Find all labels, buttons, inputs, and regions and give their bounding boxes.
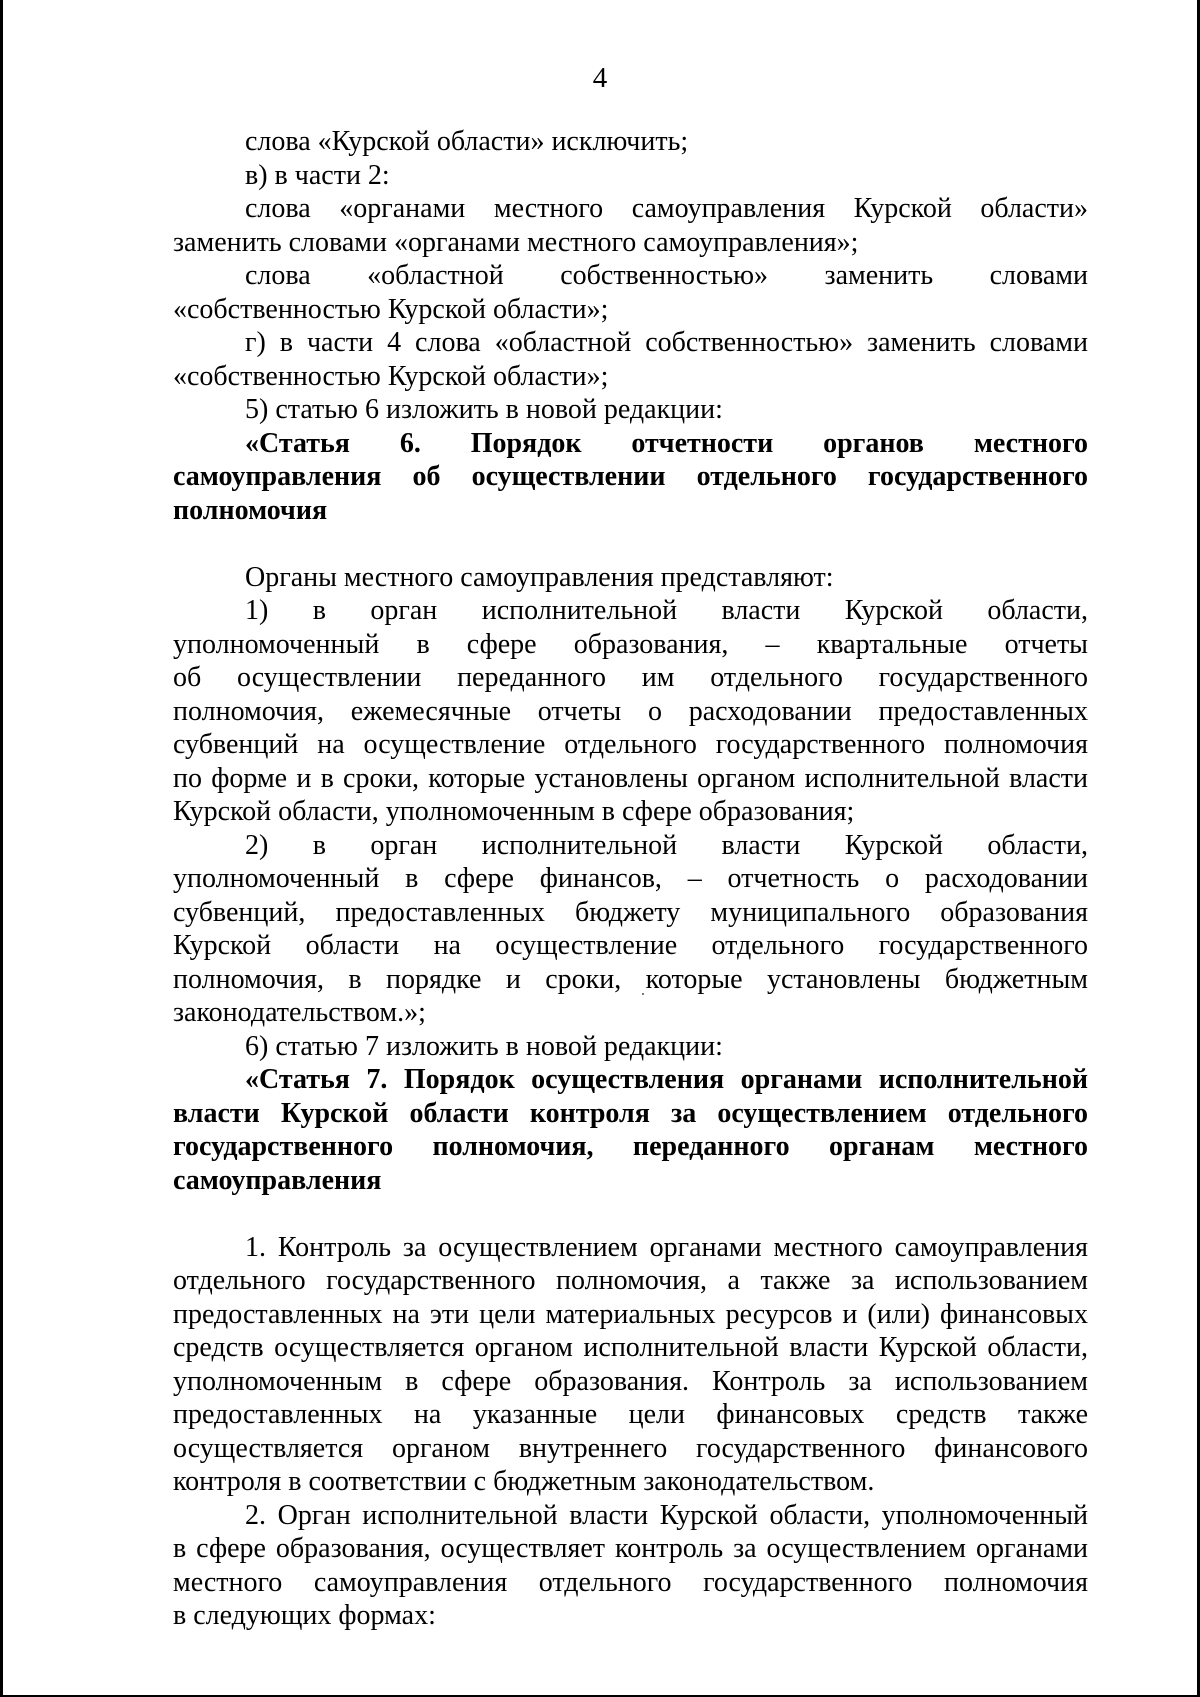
text-line: Курской области на осуществление отдельного государственного [173, 930, 1088, 961]
text-line: Органы местного самоуправления представляют: [245, 561, 834, 593]
text-line: слова «областной собственностью» заменить словами [245, 260, 1088, 291]
text-line: полномочия, ежемесячные отчеты о расходовании предоставленных [173, 695, 1088, 727]
text-line: предоставленных на эти цели материальных ресурсов и (или) финансовых [173, 1298, 1088, 1330]
text-line: субвенций на осуществление отдельного государственного полномочия [173, 729, 1088, 760]
text-line: законодательством.»; [173, 997, 426, 1028]
article-heading-line: самоуправления об осуществлении отдельного государственного [173, 461, 1088, 492]
text-line: уполномоченный в сфере образования, – квартальные отчеты [173, 628, 1088, 660]
text-line: 2. Орган исполнительной власти Курской области, уполномоченный [245, 1499, 1088, 1531]
page-number: 4 [592, 62, 608, 94]
text-line: слова «органами местного самоуправления Курской области» [245, 193, 1088, 224]
text-line: 5) статью 6 изложить в новой редакции: [245, 394, 723, 425]
text-line: в следующих формах: [173, 1600, 436, 1631]
text-line: контроля в соответствии с бюджетным законодательством. [173, 1466, 875, 1497]
article-heading-line: «Статья 6. Порядок отчетности органов местного [245, 427, 1088, 459]
article-heading-line: самоуправления [173, 1164, 382, 1196]
text-line: 1) в орган исполнительной власти Курской области, [245, 595, 1088, 626]
article-heading-line: «Статья 7. Порядок осуществления органами исполнительной [245, 1064, 1088, 1095]
text-line: уполномоченным в сфере образования. Контроль за использованием [173, 1365, 1088, 1397]
text-line: об осуществлении переданного им отдельного государственного [173, 662, 1088, 693]
paragraph-gap [173, 527, 1088, 561]
article-heading-line: полномочия [173, 494, 328, 526]
text-line: предоставленных на указанные цели финансовых средств также [173, 1399, 1088, 1430]
text-line: слова «Курской области» исключить; [245, 126, 689, 157]
text-line: «собственностью Курской области»; [173, 293, 609, 325]
text-line: местного самоуправления отдельного государственного полномочия [173, 1566, 1088, 1598]
text-line: 2) в орган исполнительной власти Курской области, [245, 829, 1088, 861]
text-line: Курской области, уполномоченным в сфере образования; [173, 796, 855, 827]
text-line: полномочия, в порядке и сроки, которые установлены бюджетным [173, 963, 1088, 995]
paragraph-gap [173, 1197, 1088, 1231]
article-heading-line: государственного полномочия, переданного органам местного [173, 1131, 1088, 1162]
text-line: по форме и в сроки, которые установлены органом исполнительной власти [173, 762, 1088, 794]
text-line: «собственностью Курской области»; [173, 360, 609, 392]
text-line: в) в части 2: [245, 159, 390, 191]
scan-border-left [0, 0, 3, 1697]
text-line: в сфере образования, осуществляет контроль за осуществлением органами [173, 1533, 1088, 1564]
text-line: отдельного государственного полномочия, а также за использованием [173, 1265, 1088, 1296]
document-body [173, 125, 1088, 1633]
text-line: осуществляется органом внутреннего государственного финансового [173, 1432, 1088, 1464]
text-line: уполномоченный в сфере финансов, – отчетность о расходовании [173, 863, 1088, 894]
text-line: субвенций, предоставленных бюджету муниципального образования [173, 896, 1088, 928]
text-line: 1. Контроль за осуществлением органами местного самоуправления [245, 1231, 1088, 1263]
text-line: средств осуществляется органом исполнительной власти Курской области, [173, 1332, 1088, 1363]
text-line: 6) статью 7 изложить в новой редакции: [245, 1030, 723, 1062]
article-heading-line: власти Курской области контроля за осуществлением отдельного [173, 1097, 1088, 1129]
text-line: заменить словами «органами местного самоуправления»; [173, 226, 859, 258]
text-line: г) в части 4 слова «областной собственностью» заменить словами [245, 327, 1088, 358]
